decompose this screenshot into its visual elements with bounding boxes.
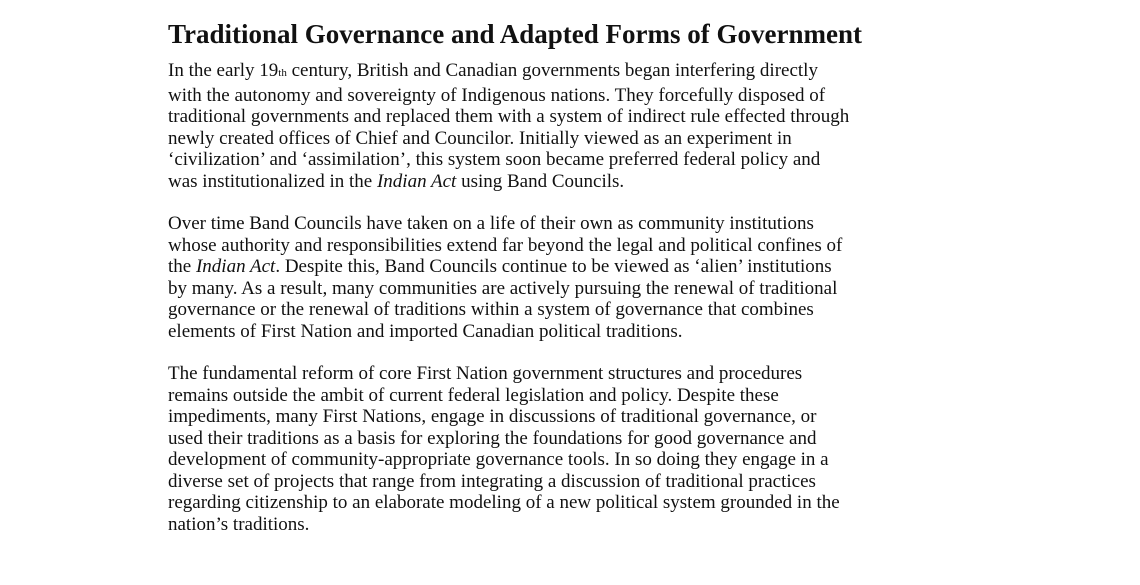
text-run: . Despite this, Band Councils continue to be viewed as ‘alien’ institutions [275,256,832,277]
paragraph-1 [168,60,998,192]
text-run: using Band Councils. [456,170,625,192]
text-run: impediments, many First Nations, engage in discussions of traditional governance, or [168,406,817,427]
text-line [168,235,998,257]
text-run: regarding citizenship to an elaborate modeling of a new political system grounded in the [168,492,840,513]
text-run: Over time Band Councils have taken on a life of their own as community institutions [168,213,814,234]
text-line [168,256,998,278]
text-line [168,514,998,536]
text-line [168,149,998,171]
text-run: was institutionalized in the [168,170,377,192]
text-run: The fundamental reform of core First Nation government structures and procedures [168,363,803,384]
text-run: In the early 19 [168,60,279,81]
text-run: nation’s traditions. [168,513,310,535]
document-body [168,60,998,535]
text-run: used their traditions as a basis for exploring the foundations for good governance and [168,427,817,449]
text-run: century, British and Canadian governments began interfering directly [286,60,818,81]
document-page [168,14,998,556]
text-line [168,85,998,107]
text-line [168,106,998,128]
text-line [168,406,998,428]
document-title: Traditional Governance and Adapted Forms of Government [168,19,862,49]
text-run: ‘civilization’ and ‘assimilation’, this system soon became preferred federal policy and [168,149,821,170]
text-line [168,449,998,471]
text-run: development of community-appropriate governance tools. In so doing they engage in a [168,449,829,470]
text-run: the [168,256,196,277]
text-line [168,385,998,407]
text-line [168,278,998,300]
text-run: governance or the renewal of traditions within a system of governance that combines [168,299,814,320]
text-line [168,471,998,493]
text-run: elements of First Nation and imported Canadian political traditions. [168,320,683,342]
italic-title: Indian Act [195,256,276,277]
text-line [168,363,998,385]
text-run: remains outside the ambit of current federal legislation and policy. Despite these [168,384,779,406]
text-line [168,492,998,514]
text-run: with the autonomy and sovereignty of Indigenous nations. They forcefully disposed of [168,84,826,106]
text-line [168,321,998,343]
text-line [168,299,998,321]
italic-title: Indian Act [376,170,457,192]
text-run: whose authority and responsibilities extend far beyond the legal and political confines of [168,234,843,256]
ordinal-suffix: th [278,67,287,79]
text-run: by many. As a result, many communities are actively pursuing the renewal of traditional [168,277,838,299]
text-line [168,60,998,85]
text-line [168,428,998,450]
text-run: diverse set of projects that range from integrating a discussion of traditional practices [168,470,816,492]
text-line [168,128,998,150]
text-run: newly created offices of Chief and Councilor. Initially viewed as an experiment in [168,127,792,149]
paragraph-2 [168,213,998,342]
paragraph-3 [168,363,998,535]
text-run: traditional governments and replaced them with a system of indirect rule effected through [168,106,850,127]
text-line [168,171,998,193]
text-line [168,213,998,235]
